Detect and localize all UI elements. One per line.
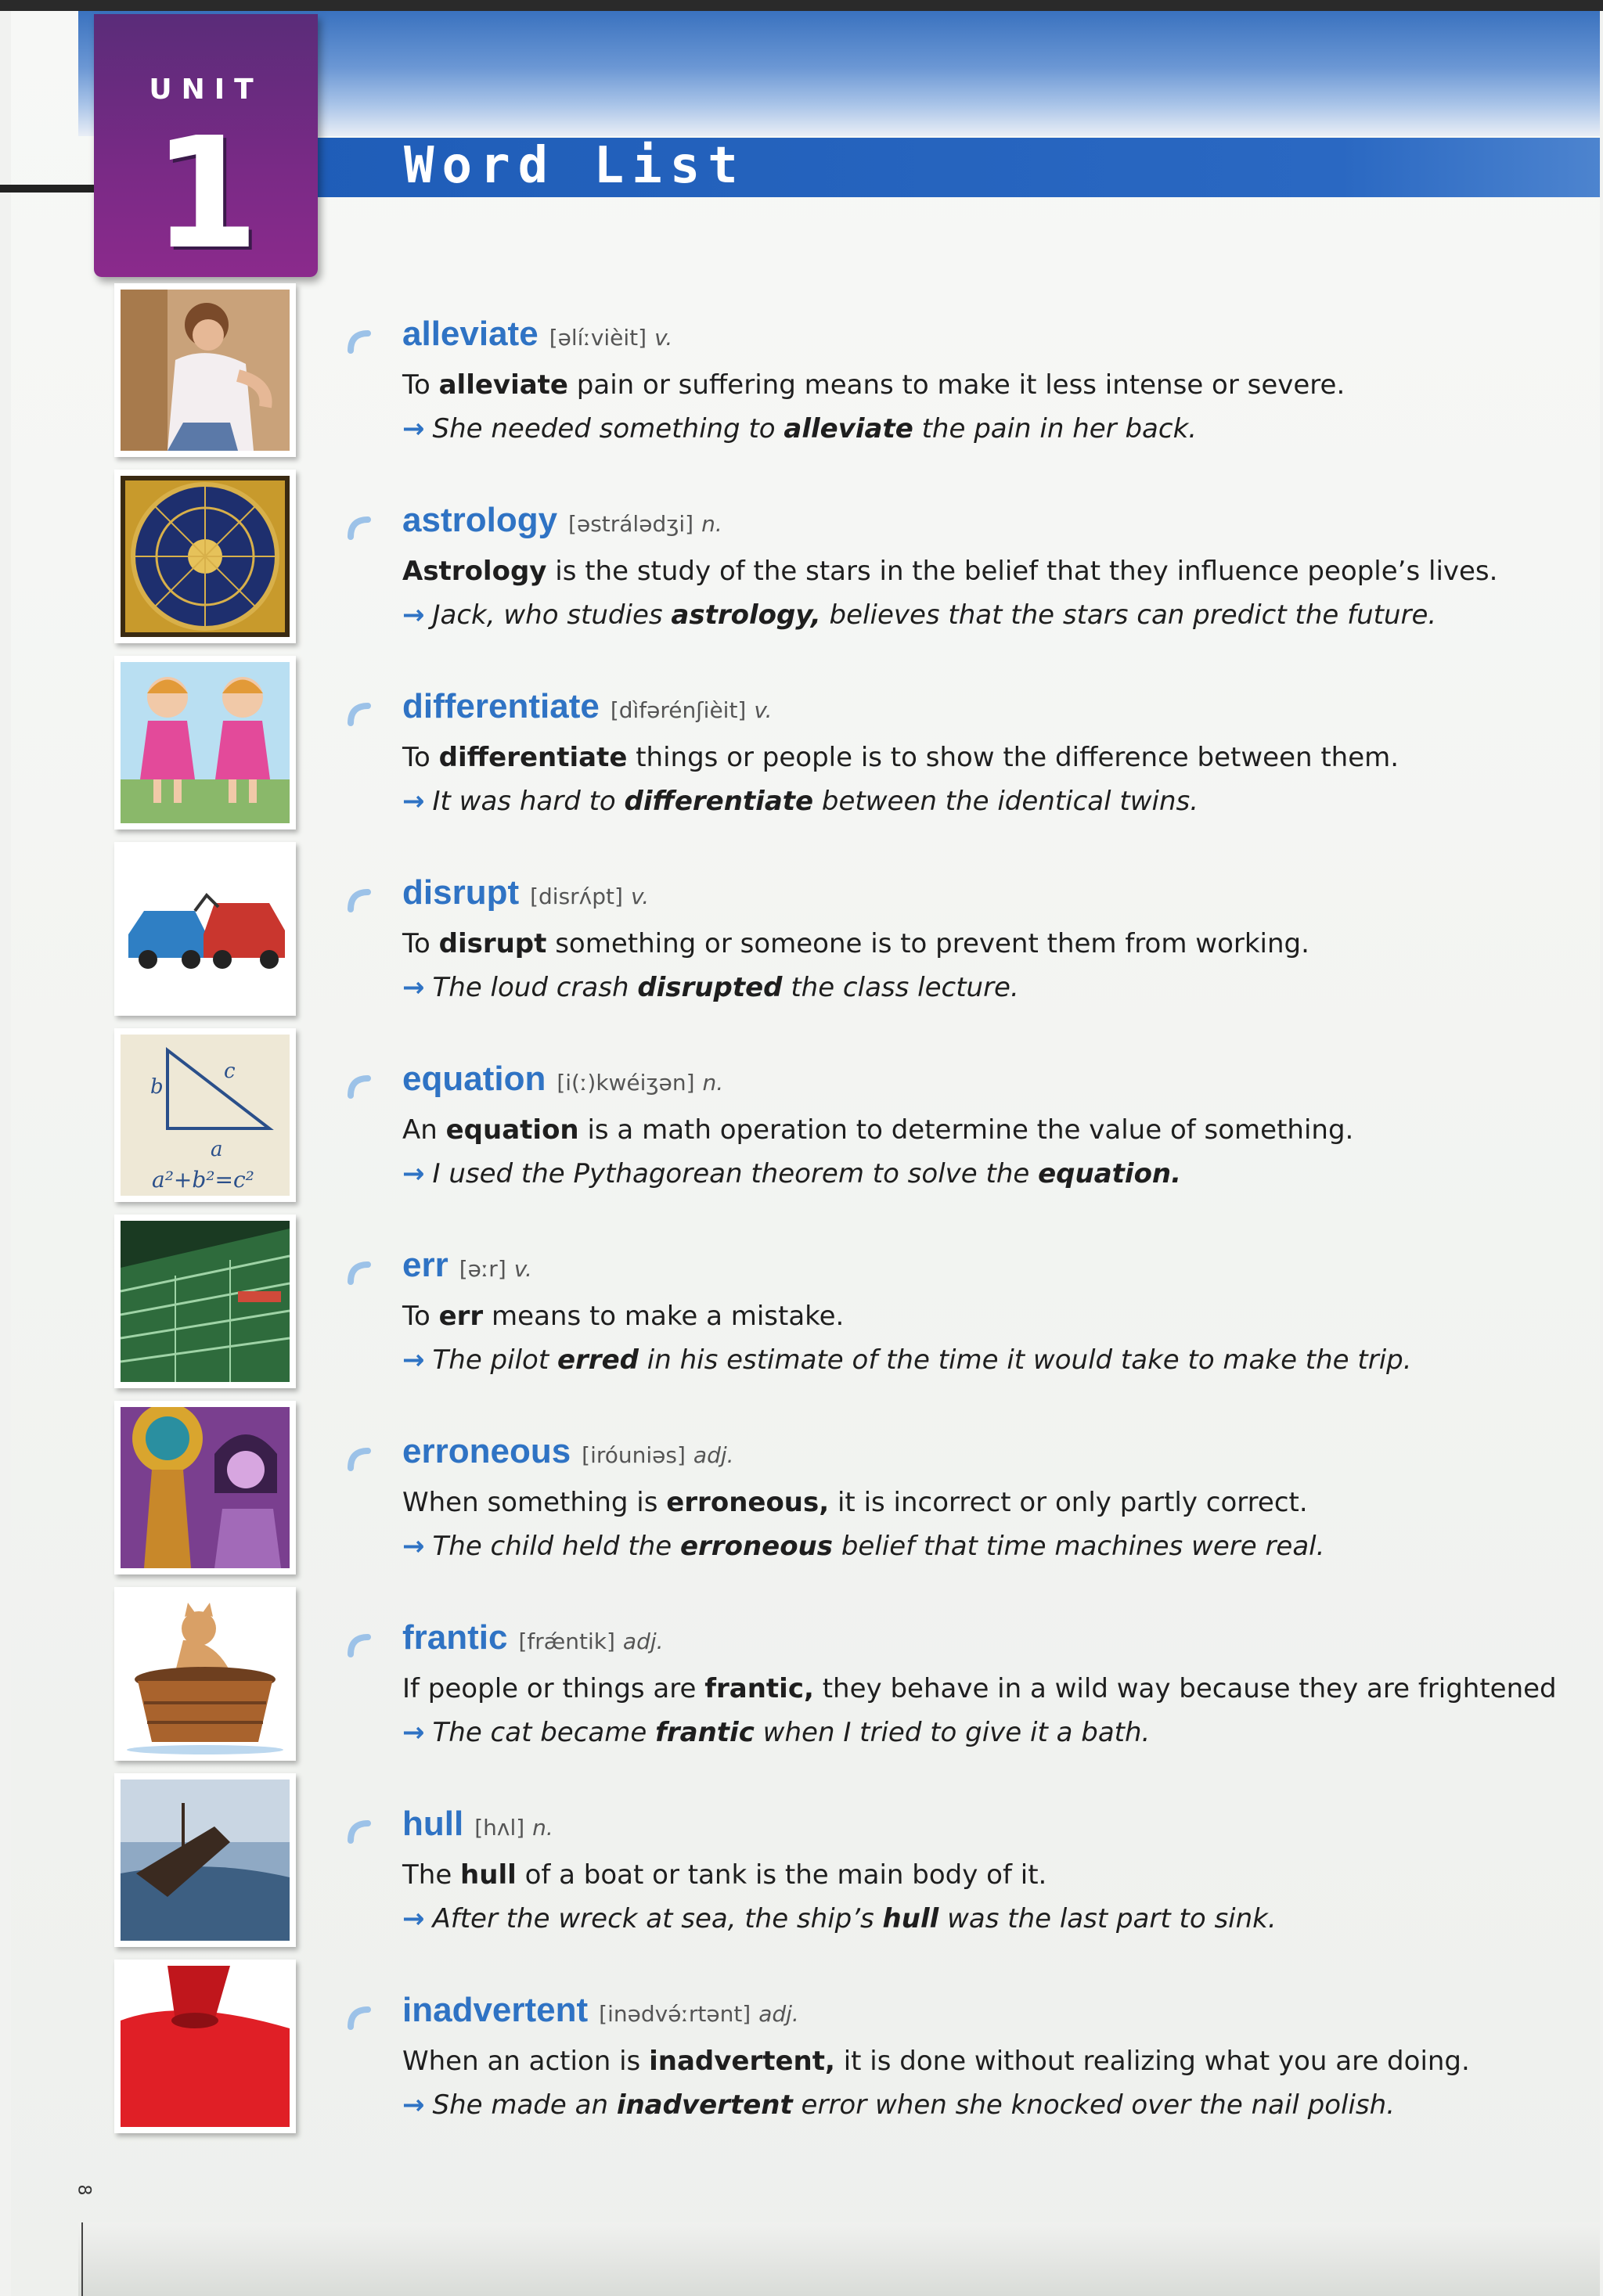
pronunciation: [i(ː)kwéiʒən]	[557, 1070, 695, 1096]
page-number: 8	[74, 2184, 94, 2196]
audio-bullet-icon	[344, 886, 374, 916]
flight-schedule-board-image	[121, 1221, 290, 1382]
definition: To err means to make a mistake.	[402, 1301, 845, 1332]
definition: To disrupt something or someone is to prevent them from working.	[402, 928, 1309, 959]
audio-bullet-icon	[344, 1631, 374, 1661]
part-of-speech: v.	[630, 883, 650, 909]
audio-bullet-icon	[344, 2003, 374, 2033]
zodiac-wheel-image	[121, 476, 290, 637]
pronunciation: [frǽntik]	[518, 1628, 615, 1654]
example-sentence: → She made an inadvertent error when she knocked over the nail polish.	[402, 2089, 1396, 2121]
word-entry	[0, 1587, 1603, 1773]
pronunciation: [əstrálədʒi]	[568, 511, 694, 537]
part-of-speech: v.	[654, 325, 673, 351]
arrow-icon: →	[402, 1344, 425, 1376]
part-of-speech: adj.	[758, 2001, 799, 2027]
example-sentence: → The child held the erroneous belief that time machines were real.	[402, 1531, 1325, 1562]
definition: To alleviate pain or suffering means to make it less intense or severe.	[402, 369, 1345, 401]
arrow-icon: →	[402, 1158, 425, 1189]
definition: When an action is inadvertent, it is done without realizing what you are doing.	[402, 2046, 1470, 2077]
example-sentence: → Jack, who studies astrology, believes that the stars can predict the future.	[402, 599, 1437, 631]
part-of-speech: n.	[701, 511, 722, 537]
pronunciation: [hʌl]	[474, 1815, 525, 1841]
unit-number: 1	[152, 105, 260, 283]
arrow-icon: →	[402, 599, 425, 631]
side-b-label: b	[150, 1075, 164, 1099]
sinking-ship-image	[121, 1780, 290, 1941]
identical-twins-image	[121, 662, 290, 823]
picture-spilled-nail-polish	[114, 1960, 296, 2133]
audio-bullet-icon	[344, 700, 374, 729]
arrow-icon: →	[402, 1903, 425, 1934]
headword: inadvertent	[402, 1991, 589, 2029]
headword: frantic	[402, 1618, 508, 1657]
side-c-label: c	[224, 1060, 236, 1083]
picture-cat-in-tub	[114, 1587, 296, 1761]
example-sentence: → It was hard to differentiate between the identical twins.	[402, 786, 1199, 817]
arrow-icon: →	[402, 1531, 425, 1562]
pronunciation: [inədvə́ːrtənt]	[599, 2001, 751, 2027]
word-entry	[0, 842, 1603, 1028]
picture-flight-schedule-board	[114, 1215, 296, 1388]
word-entry	[0, 1960, 1603, 2146]
picture-time-machine-illustration	[114, 1401, 296, 1574]
example-sentence: → I used the Pythagorean theorem to solve the equation.	[402, 1158, 1182, 1189]
example-sentence: → The cat became frantic when I tried to give it a bath.	[402, 1717, 1151, 1748]
part-of-speech: v.	[754, 697, 773, 723]
word-entry	[0, 1401, 1603, 1587]
headword: differentiate	[402, 687, 600, 725]
pronunciation: [əlíːvièit]	[549, 325, 647, 351]
word-entry	[0, 1215, 1603, 1401]
headword: err	[402, 1246, 448, 1284]
picture-triangle-equation	[114, 1028, 296, 1202]
margin-line	[81, 2222, 83, 2296]
audio-bullet-icon	[344, 1817, 374, 1847]
arrow-icon: →	[402, 2089, 425, 2121]
part-of-speech: v.	[513, 1256, 532, 1282]
word-entry	[0, 1028, 1603, 1215]
word-entry	[0, 1773, 1603, 1960]
car-crash-image	[121, 848, 290, 1009]
triangle-equation-image	[121, 1035, 290, 1196]
headword: astrology	[402, 501, 558, 539]
arrow-icon: →	[402, 786, 425, 817]
definition: If people or things are frantic, they behave in a wild way because they are frightened	[402, 1673, 1557, 1704]
headword: equation	[402, 1060, 546, 1098]
definition: To differentiate things or people is to show the difference between them.	[402, 742, 1399, 773]
headword: hull	[402, 1805, 464, 1843]
example-sentence: → She needed something to alleviate the pain in her back.	[402, 413, 1198, 444]
pronunciation: [iróuniəs]	[582, 1442, 686, 1468]
picture-car-crash	[114, 842, 296, 1016]
top-rule	[0, 0, 1603, 11]
part-of-speech: adj.	[693, 1442, 734, 1468]
example-sentence: → The loud crash disrupted the class lecture.	[402, 972, 1019, 1003]
headword: disrupt	[402, 873, 520, 912]
arrow-icon: →	[402, 972, 425, 1003]
definition: The hull of a boat or tank is the main body of it.	[402, 1859, 1047, 1891]
margin-rule	[0, 185, 102, 193]
page-title: Word List	[404, 137, 746, 195]
word-entry	[0, 656, 1603, 842]
picture-zodiac-wheel	[114, 470, 296, 643]
picture-identical-twins	[114, 656, 296, 830]
pronunciation: [dìfərénʃièit]	[610, 697, 747, 723]
bottom-band	[78, 2222, 1600, 2296]
part-of-speech: n.	[532, 1815, 553, 1841]
spilled-nail-polish-image	[121, 1966, 290, 2127]
audio-bullet-icon	[344, 1258, 374, 1288]
part-of-speech: adj.	[622, 1628, 664, 1654]
audio-bullet-icon	[344, 327, 374, 357]
definition: When something is erroneous, it is incorrect or only partly correct.	[402, 1487, 1308, 1518]
pronunciation: [əːr]	[459, 1256, 506, 1282]
word-entry	[0, 470, 1603, 656]
definition: An equation is a math operation to determine the value of something.	[402, 1114, 1354, 1146]
cat-in-tub-image	[121, 1593, 290, 1754]
unit-label: UNIT	[149, 74, 263, 106]
picture-woman-back-pain	[114, 283, 296, 457]
example-sentence: → The pilot erred in his estimate of the time it would take to make the trip.	[402, 1344, 1412, 1376]
unit-tab	[94, 14, 318, 283]
definition: Astrology is the study of the stars in the belief that they influence people’s lives.	[402, 556, 1498, 587]
picture-sinking-ship	[114, 1773, 296, 1947]
arrow-icon: →	[402, 413, 425, 444]
formula-label: a²+b²=c²	[152, 1167, 254, 1193]
word-entry	[0, 283, 1603, 470]
audio-bullet-icon	[344, 1072, 374, 1102]
headword: alleviate	[402, 315, 539, 353]
woman-back-pain-image	[121, 290, 290, 451]
audio-bullet-icon	[344, 1445, 374, 1474]
side-a-label: a	[211, 1138, 223, 1161]
time-machine-illustration-image	[121, 1407, 290, 1568]
pronunciation: [disrʌ́pt]	[530, 883, 623, 909]
example-sentence: → After the wreck at sea, the ship’s hull was the last part to sink.	[402, 1903, 1277, 1934]
headword: erroneous	[402, 1432, 571, 1470]
audio-bullet-icon	[344, 513, 374, 543]
arrow-icon: →	[402, 1717, 425, 1748]
part-of-speech: n.	[702, 1070, 724, 1096]
